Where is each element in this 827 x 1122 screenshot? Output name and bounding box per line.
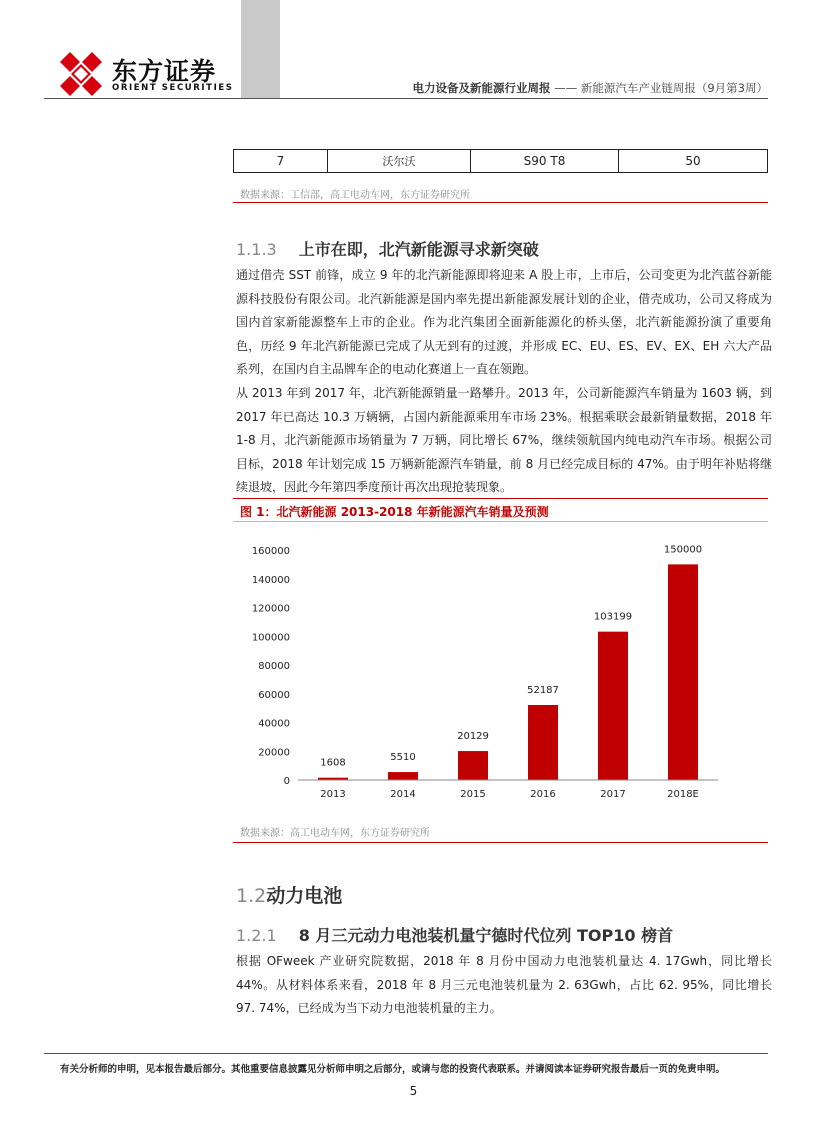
bar-2018E: [668, 564, 698, 780]
report-subtitle: —— 新能源汽车产业链周报（9月第3周）: [554, 81, 768, 95]
report-header: [300, 80, 768, 96]
table-cell: S90 T8: [471, 150, 619, 173]
bar-2016: [528, 705, 558, 780]
y-tick-label: 120000: [251, 603, 290, 615]
header-divider: [44, 98, 768, 99]
section-divider: [233, 202, 768, 203]
table-cell: 7: [234, 150, 328, 173]
bar-2014: [388, 772, 418, 780]
logo-text: 东方证券: [112, 57, 217, 86]
y-tick-label: 100000: [251, 632, 290, 644]
data-table: [233, 149, 768, 173]
x-tick-label: 2017: [600, 789, 626, 800]
paragraph: 通过借壳 SST 前锋，成立 9 年的北汽新能源即将迎来 A 股上市，上市后，公司变更为北汽蓝谷新能源科技股份有限公司。北汽新能源是国内率先提出新能源发展计划的企业，借壳成功，公司又将成为国内首家新能源整车上市的企业。作为北汽集团全面新能源化的桥头堡，北汽新能源扮演了重要角色，历经 9 年北汽新能源已完成了从无到有的过渡，并形成 EC、EU、ES、EV、EX、EH 六大产品系列，在国内自主品牌车企的电动化赛道上一直在领跑。: [236, 268, 772, 376]
section-title: 上市在即，北汽新能源寻求新突破: [298, 240, 539, 259]
x-axis: [298, 780, 718, 800]
y-tick-label: 60000: [258, 689, 290, 701]
data-label: 150000: [663, 544, 703, 556]
table-cell: 沃尔沃: [328, 150, 471, 173]
x-tick-label: 2013: [320, 789, 346, 800]
header-band: [241, 0, 280, 98]
data-label: 103199: [593, 611, 633, 623]
orient-logo-icon: [58, 50, 108, 96]
data-label: 5510: [390, 752, 416, 764]
table-source: 数据来源：工信部，高工电动车网，东方证券研究所: [240, 190, 470, 201]
data-label: 1608: [320, 757, 346, 769]
y-tick-label: 40000: [258, 718, 290, 730]
section-heading: [236, 881, 342, 908]
data-label: 52187: [527, 684, 559, 696]
section-title: 动力电池: [266, 885, 343, 907]
bar-2017: [598, 632, 628, 780]
table-cell: 50: [619, 150, 768, 173]
x-tick-label: 2016: [530, 789, 556, 800]
page-number: 5: [409, 1084, 418, 1098]
table-row: [234, 150, 768, 173]
sales-bar-chart: [233, 530, 768, 810]
bars: [318, 564, 698, 780]
section-heading: [236, 237, 539, 260]
section-title: 8 月三元动力电池装机量宁德时代位列 TOP10 榜首: [298, 926, 674, 945]
paragraph: 从 2013 年到 2017 年，北汽新能源销量一路攀升。2013 年，公司新能源汽车销量为 1603 辆，到 2017 年已高达 10.3 万辆辆，占国内新能源乘用车市场 23%。根据乘联会最新销量数据，2018 年 1-8 月，北汽新能源市场销量为 7 万辆，同比增长 67%，继续领航国内纯电动汽车市场。根据公司目标，2018 年计划完成 15 万辆新能源汽车销量，前 8 月已经完成目标的 47%。由于明年补贴将继续退坡，因此今年第四季度预计再次出现抢装现象。: [236, 386, 772, 494]
section-heading: [236, 923, 673, 946]
y-tick-label: 160000: [251, 546, 290, 557]
section-number: 1.2.1: [236, 926, 277, 945]
footer-divider: [44, 1053, 768, 1054]
figure-title-underline: [233, 521, 768, 522]
x-tick-label: 2014: [390, 789, 416, 800]
y-tick-label: 0: [283, 776, 290, 787]
bar-2015: [458, 751, 488, 780]
x-tick-label: 2018E: [667, 789, 699, 800]
figure-divider-bottom: [233, 842, 768, 843]
figure-divider: [233, 498, 768, 499]
paragraph: 根据 OFweek 产业研究院数据，2018 年 8 月份中国动力电池装机量达 4. 17Gwh，同比增长 44%。从材料体系来看，2018 年 8 月三元电池装机量为 2. 63Gwh，占比 62. 95%，同比增长 97. 74%，已经成为当下动力电池装机量的主力。: [236, 954, 772, 1015]
figure-title: 图 1：北汽新能源 2013-2018 年新能源汽车销量及预测: [240, 505, 549, 519]
section-number: 1.2: [236, 885, 267, 907]
x-tick-label: 2015: [460, 789, 486, 800]
y-axis: [252, 546, 290, 787]
logo-subtext: ORIENT SECURITIES: [112, 83, 234, 93]
y-tick-label: 80000: [258, 661, 290, 672]
disclaimer: 有关分析师的申明，见本报告最后部分。其他重要信息披露见分析师申明之后部分，或请与您的投资代表联系。并请阅读本证券研究报告最后一页的免责申明。: [60, 1064, 726, 1075]
section-number: 1.1.3: [236, 240, 277, 259]
report-title: 电力设备及新能源行业周报: [412, 81, 551, 95]
figure-source: 数据来源：高工电动车网，东方证券研究所: [240, 828, 430, 839]
data-labels: [320, 544, 702, 768]
y-tick-label: 140000: [251, 574, 290, 586]
data-label: 20129: [457, 731, 489, 743]
y-tick-label: 20000: [258, 747, 290, 759]
